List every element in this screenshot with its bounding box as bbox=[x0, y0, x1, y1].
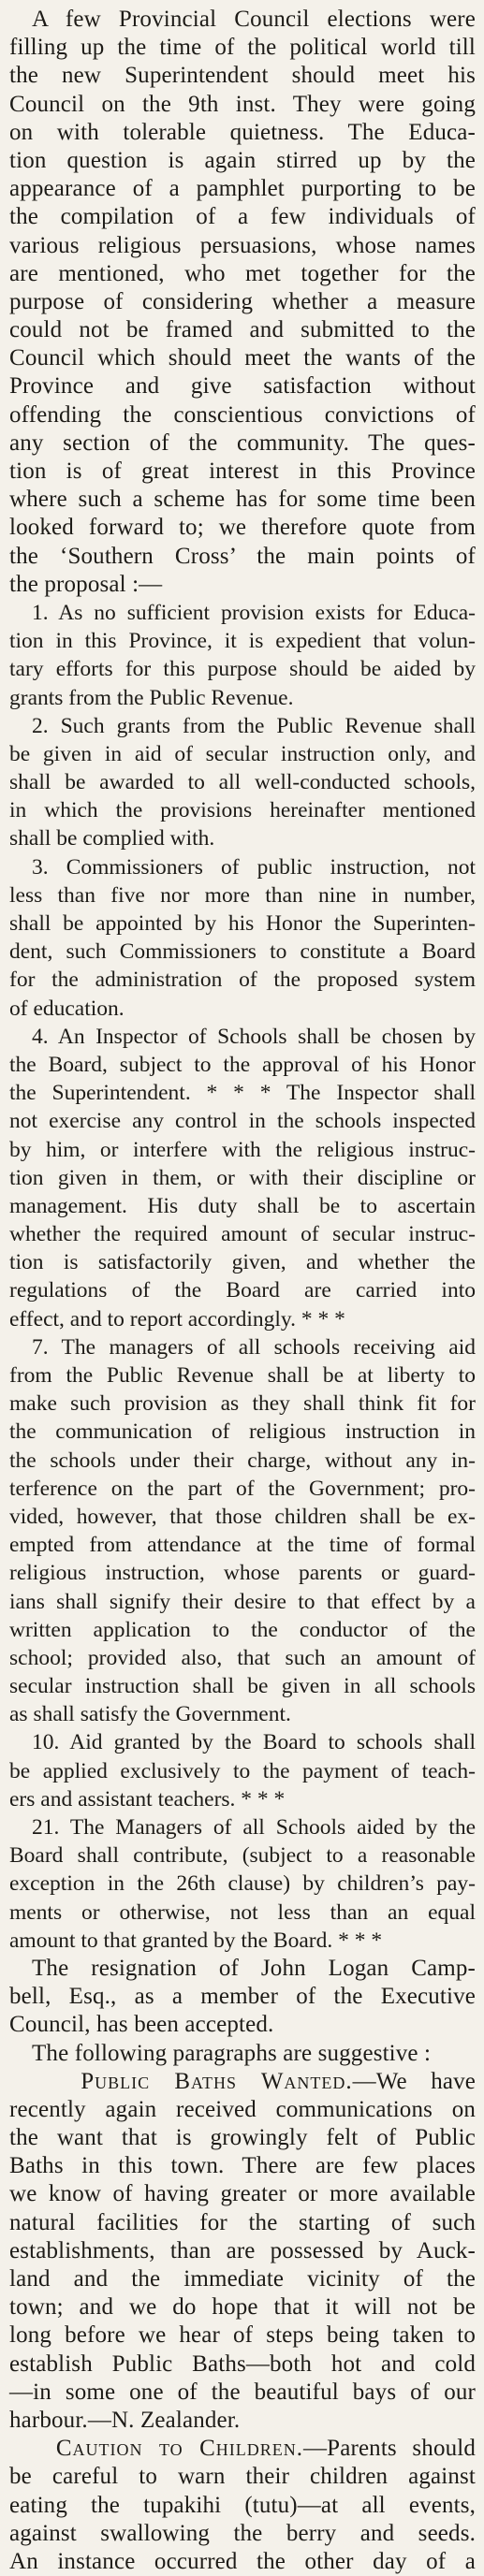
text-line: bell, Esq., as a member of the Executive bbox=[9, 1984, 476, 2010]
text-line: long before we hear of steps being taken to bbox=[9, 2322, 476, 2349]
clause-line: exception in the 26th clause) by children’s pay- bbox=[9, 1871, 476, 1897]
text-line: establishments, than are possessed by Auck- bbox=[9, 2237, 476, 2263]
text-line: any section of the community. The ques- bbox=[9, 429, 476, 456]
clause-line: terference on the part of the Government; pro- bbox=[9, 1476, 476, 1501]
clause-line: effect, and to report accordingly. * * * bbox=[9, 1306, 345, 1332]
clause-line: less than five nor more than nine in number, bbox=[9, 882, 476, 908]
text-line: where such a scheme has for some time been bbox=[9, 487, 476, 513]
public-baths-first-text: —We have bbox=[352, 2068, 476, 2094]
text-line: Baths in this town. There are few places bbox=[9, 2153, 476, 2179]
clause-line: written application to the conductor of the bbox=[9, 1617, 476, 1642]
clause-line: grants from the Public Revenue. bbox=[9, 685, 294, 710]
paragraph-provincial-council bbox=[9, 6, 476, 599]
clause-line: 4. An Inspector of Schools shall be chosen by bbox=[32, 1024, 476, 1049]
education-clauses-quote bbox=[9, 599, 476, 1955]
clause-line: 2. Such grants from the Public Revenue shall bbox=[32, 713, 476, 738]
text-line: looked forward to; we therefore quote from bbox=[9, 515, 476, 541]
clause-line: religious instruction, whose parents or guard- bbox=[9, 1561, 476, 1586]
text-line: Province and give satisfaction without bbox=[9, 373, 476, 400]
text-line: could not be framed and submitted to the bbox=[9, 317, 476, 343]
paragraph-caution-children bbox=[9, 2435, 476, 2576]
clause-line: make such provision as they shall think fit for bbox=[9, 1391, 476, 1417]
text-line: the compilation of a few individuals of bbox=[9, 204, 476, 230]
text-line: A few Provincial Council elections were bbox=[32, 7, 476, 32]
text-line: purpose of considering whether a measure bbox=[9, 288, 476, 314]
clause-line: shall be awarded to all well-conducted schools, bbox=[9, 770, 476, 795]
text-line: various religious persuasions, whose names bbox=[9, 232, 476, 258]
clause-line: the Superintendent. * * * The Inspector shall bbox=[9, 1081, 476, 1106]
clause-line: 7. The managers of all schools receiving aid bbox=[32, 1334, 476, 1360]
text-line: recently again received communications on bbox=[9, 2096, 476, 2122]
clause-line: the communication of religious instruction in bbox=[9, 1419, 476, 1445]
caution-first-line bbox=[9, 2435, 476, 2463]
clause-line: shall be complied with. bbox=[9, 826, 215, 851]
clause-line: tion given in them, or with their discipline or bbox=[9, 1165, 476, 1190]
text-line: Council, has been accepted. bbox=[9, 2012, 274, 2038]
paragraph-suggestive bbox=[9, 2040, 476, 2068]
clause-line: ians shall signify their desire to that effect by a bbox=[9, 1589, 476, 1614]
text-line: tion is of great interest in this Province bbox=[9, 458, 476, 484]
paragraph-public-baths bbox=[9, 2068, 476, 2435]
clause-line: not exercise any control in the schools inspected bbox=[9, 1109, 476, 1134]
text-line: town; and we do hope that it will not be bbox=[9, 2294, 476, 2321]
text-line: on with tolerable quietness. The Educa- bbox=[9, 119, 476, 145]
clause-line: vided, however, that those children shall be ex- bbox=[9, 1504, 476, 1529]
clause-line: ers and assistant teachers. * * * bbox=[9, 1786, 286, 1812]
text-line: An instance occurred the other day of a bbox=[9, 2548, 476, 2574]
clause-line: by him, or interfere with the religious instruc- bbox=[9, 1137, 476, 1162]
text-line: offending the conscientious convictions of bbox=[9, 401, 476, 428]
text-line: Council on the 9th inst. They were going bbox=[9, 91, 476, 117]
clause-line: the schools under their charge, without any in- bbox=[9, 1448, 476, 1473]
caution-first-text: —Parents should bbox=[303, 2436, 476, 2462]
text-line: filling up the time of the political world till bbox=[9, 35, 476, 61]
clause-line: shall be appointed by his Honor the Superinten- bbox=[9, 911, 476, 936]
clause-line: management. His duty shall be to ascertain bbox=[9, 1193, 476, 1218]
text-line: Council which should meet the wants of the bbox=[9, 345, 476, 371]
clause-line: 1. As no sufficient provision exists for Educa- bbox=[32, 600, 476, 625]
clause-line: tary efforts for this purpose should be aided by bbox=[9, 657, 476, 682]
clause-line: as shall satisfy the Government. bbox=[9, 1702, 291, 1727]
text-line: land and the immediate vicinity of the bbox=[9, 2266, 476, 2292]
text-line: establish Public Baths—both hot and cold bbox=[9, 2350, 476, 2377]
text-line: the new Superintendent should meet his bbox=[9, 63, 476, 89]
text-line: the ‘Southern Cross’ the main points of bbox=[9, 543, 476, 569]
clause-line: the Board, subject to the approval of his Honor bbox=[9, 1052, 476, 1077]
text-line: be careful to warn their children against bbox=[9, 2464, 476, 2490]
text-line: the proposal :— bbox=[9, 571, 163, 597]
paragraph-resignation bbox=[9, 1955, 476, 2040]
text-line: harbour.—N. Zealander. bbox=[9, 2407, 241, 2433]
text-line: The following paragraphs are suggestive : bbox=[32, 2040, 432, 2066]
clause-line: Board shall contribute, (subject to a reasonable bbox=[9, 1843, 476, 1869]
clause-line: tion in this Province, it is expedient that volun- bbox=[9, 629, 476, 654]
text-line: eating the tupakihi (tutu)—at all events, bbox=[9, 2492, 476, 2518]
clause-line: in which the provisions hereinafter mentioned bbox=[9, 798, 476, 823]
clause-line: be given in aid of secular instruction only, and bbox=[9, 741, 476, 766]
clause-line: 21. The Managers of all Schools aided by the bbox=[32, 1815, 476, 1840]
clause-line: amount to that granted by the Board. * * * bbox=[9, 1928, 383, 1953]
public-baths-first-line bbox=[9, 2068, 476, 2096]
text-line: tion question is again stirred up by the bbox=[9, 147, 476, 173]
clause-line: for the administration of the proposed system bbox=[9, 968, 476, 993]
clause-line: whether the required amount of secular instruc- bbox=[9, 1222, 476, 1247]
text-line: appearance of a pamphlet purporting to be bbox=[9, 176, 476, 202]
clause-line: school; provided also, that such an amount of bbox=[9, 1645, 476, 1670]
clause-line: 10. Aid granted by the Board to schools shall bbox=[32, 1730, 476, 1755]
clause-line: secular instruction shall be given in all schools bbox=[9, 1674, 476, 1699]
clause-line: be applied exclusively to the payment of teach- bbox=[9, 1758, 476, 1783]
clause-line: dent, such Commissioners to constitute a Board bbox=[9, 939, 476, 965]
clause-line: from the Public Revenue shall be at liberty to bbox=[9, 1363, 476, 1388]
clause-line: ments or otherwise, not less than an equal bbox=[9, 1899, 476, 1925]
clause-line: empted from attendance at the time of formal bbox=[9, 1533, 476, 1558]
text-line: natural facilities for the starting of such bbox=[9, 2209, 476, 2235]
text-line: against swallowing the berry and seeds. bbox=[9, 2520, 476, 2546]
clause-line: regulations of the Board are carried into bbox=[9, 1278, 476, 1303]
text-line: are mentioned, who met together for the bbox=[9, 260, 476, 286]
text-line: we know of having greater or more available bbox=[9, 2181, 476, 2207]
clause-line: tion is satisfactorily given, and whether the bbox=[9, 1250, 476, 1275]
clause-line: 3. Commissioners of public instruction, not bbox=[32, 854, 476, 880]
text-line: —in some one of the beautiful bays of our bbox=[9, 2379, 476, 2405]
text-line: the want that is growingly felt of Public bbox=[9, 2125, 476, 2151]
caution-heading: Caution to Children. bbox=[55, 2436, 304, 2462]
clause-line: of education. bbox=[9, 996, 125, 1021]
text-line: The resignation of John Logan Camp- bbox=[32, 1955, 476, 1981]
public-baths-heading: Public Baths Wanted. bbox=[81, 2068, 353, 2094]
